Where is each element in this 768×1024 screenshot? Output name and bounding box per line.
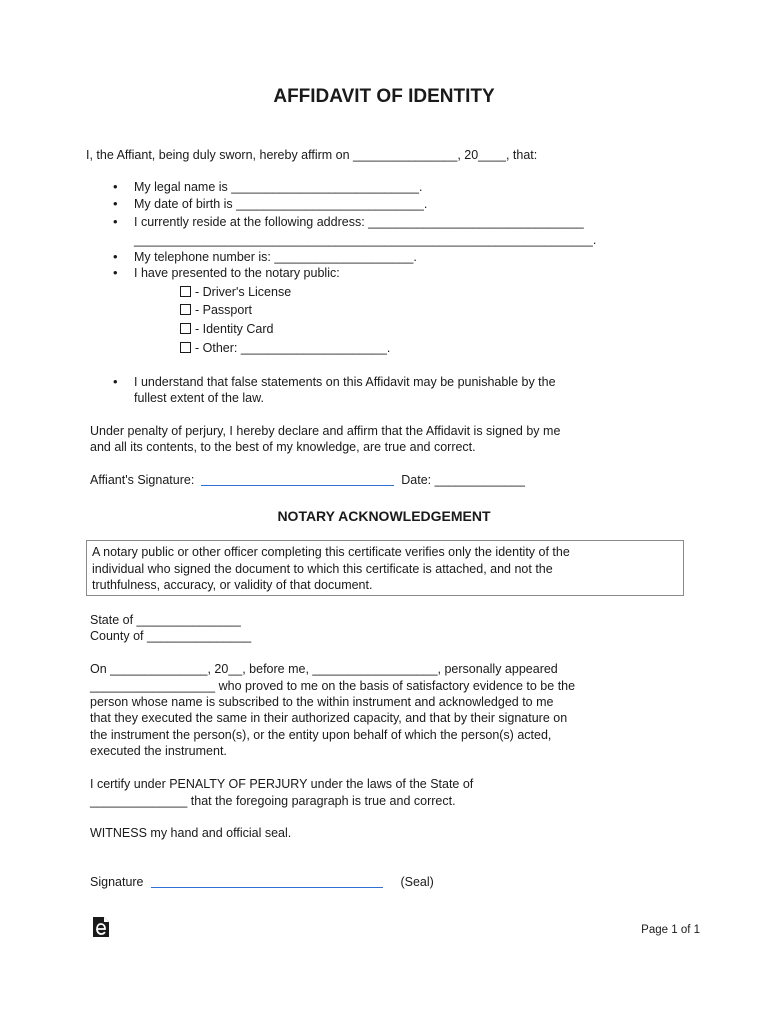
affiant-date-field[interactable]: Date: _____________	[401, 473, 526, 487]
bullet-icon: •	[113, 249, 118, 264]
bullet-icon: •	[113, 374, 118, 389]
page-number: Page 1 of 1	[641, 924, 700, 936]
option-drivers-license[interactable]: - Driver's License	[180, 284, 291, 301]
acknowledgement-line: executed the instrument.	[90, 744, 227, 758]
eforms-logo-icon	[92, 916, 110, 938]
date-of-birth-line: My date of birth is ___________________________.	[134, 197, 428, 211]
address-line: I currently reside at the following address: _______________________________	[134, 215, 584, 229]
option-other[interactable]: - Other: _____________________.	[180, 340, 390, 357]
legal-name-line: My legal name is ___________________________.	[134, 180, 423, 194]
certify-line: I certify under PENALTY OF PERJURY under the laws of the State of	[90, 777, 474, 791]
seal-label: (Seal)	[400, 875, 434, 889]
bullet-icon: •	[113, 179, 118, 194]
notice-line: A notary public or other officer completing this certificate verifies only the identity of the	[92, 545, 570, 559]
certify-line: ______________ that the foregoing paragraph is true and correct.	[90, 794, 456, 808]
document-title: AFFIDAVIT OF IDENTITY	[273, 86, 495, 107]
option-identity-card[interactable]: - Identity Card	[180, 321, 274, 338]
acknowledgement-line: the instrument the person(s), or the entity upon behalf of which the person(s) acted,	[90, 728, 552, 742]
false-statements-line-continued: fullest extent of the law.	[134, 391, 264, 405]
notary-heading: NOTARY ACKNOWLEDGEMENT	[277, 508, 491, 524]
acknowledgement-line: __________________ who proved to me on the basis of satisfactory evidence to be the	[90, 679, 576, 693]
acknowledgement-line: that they executed the same in their authorized capacity, and that by their signature on	[90, 711, 568, 725]
address-line-continued: __________________________________________________________________.	[134, 233, 597, 247]
witness-line: WITNESS my hand and official seal.	[90, 826, 292, 840]
checkbox-icon[interactable]	[180, 342, 191, 353]
intro-paragraph: I, the Affiant, being duly sworn, hereby affirm on _______________, 20____, that:	[86, 148, 538, 162]
telephone-line: My telephone number is: ____________________.	[134, 250, 417, 264]
affiant-signature-field[interactable]	[201, 473, 394, 486]
acknowledgement-line: On ______________, 20__, before me, __________________, personally appeared	[90, 662, 558, 676]
acknowledgement-line: person whose name is subscribed to the within instrument and acknowledged to me	[90, 695, 554, 709]
declaration-line: and all its contents, to the best of my knowledge, are true and correct.	[90, 440, 476, 454]
notice-line: truthfulness, accuracy, or validity of that document.	[92, 578, 373, 592]
option-passport[interactable]: - Passport	[180, 302, 252, 319]
notice-line: individual who signed the document to which this certificate is attached, and not the	[92, 561, 553, 576]
false-statements-line: I understand that false statements on this Affidavit may be punishable by the	[134, 375, 556, 389]
notary-signature-field[interactable]	[151, 875, 383, 888]
bullet-icon: •	[113, 265, 118, 280]
declaration-line: Under penalty of perjury, I hereby declare and affirm that the Affidavit is signed by me	[90, 424, 561, 438]
state-field[interactable]: State of _______________	[90, 613, 241, 627]
county-field[interactable]: County of _______________	[90, 629, 252, 643]
notary-notice-box	[86, 540, 684, 596]
checkbox-icon[interactable]	[180, 286, 191, 297]
checkbox-icon[interactable]	[180, 323, 191, 334]
checkbox-icon[interactable]	[180, 304, 191, 315]
notary-signature-row	[90, 874, 434, 891]
affiant-signature-label: Affiant's Signature:	[90, 473, 195, 487]
bullet-icon: •	[113, 214, 118, 229]
affiant-signature-row	[90, 472, 525, 489]
notary-signature-label: Signature	[90, 875, 144, 889]
bullet-icon: •	[113, 196, 118, 211]
presented-line: I have presented to the notary public:	[134, 266, 340, 280]
